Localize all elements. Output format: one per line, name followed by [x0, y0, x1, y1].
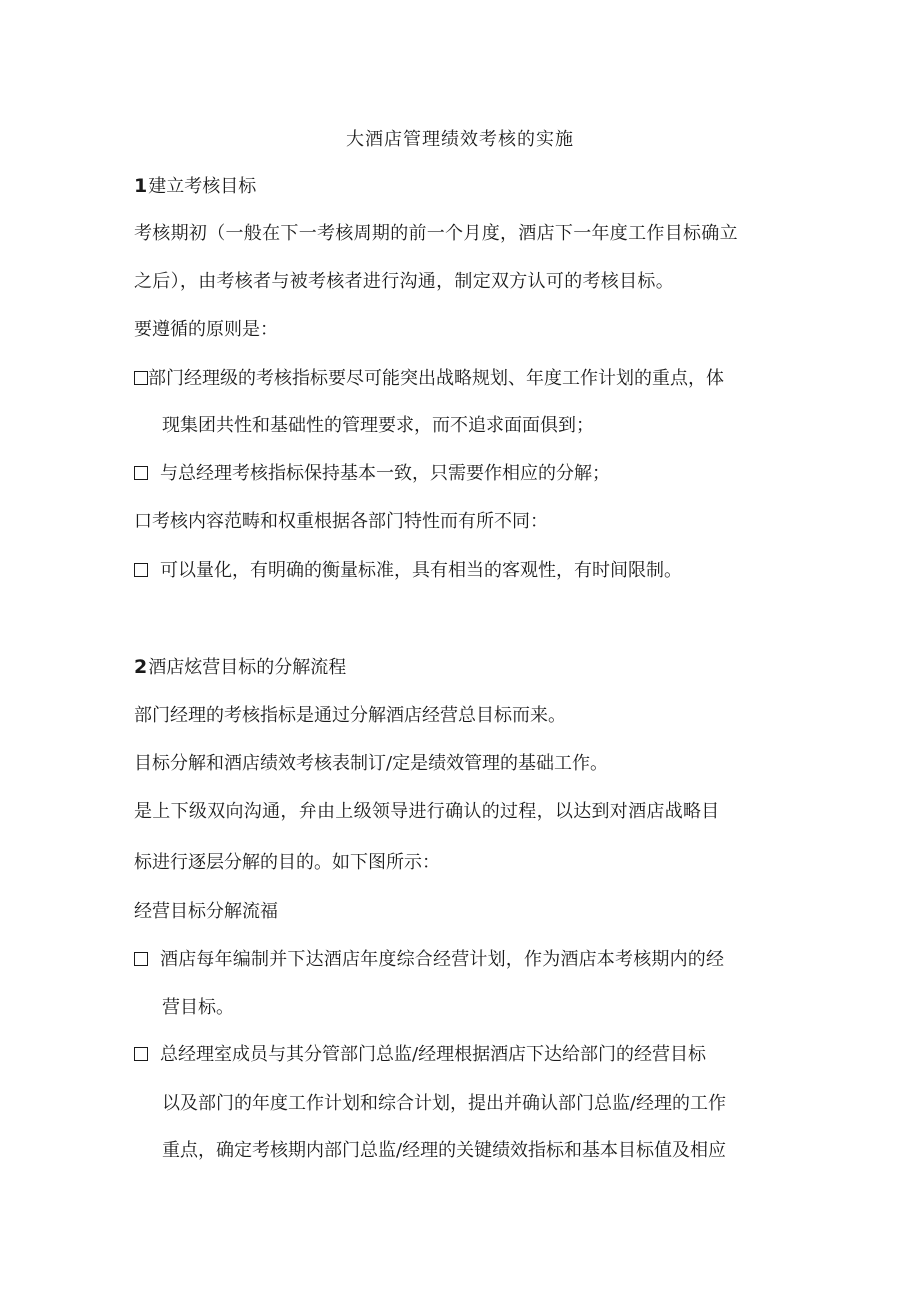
- flow-item-2-line1: 总经理室成员与其分管部门总监/经理根据酒店下达给部门的经营目标: [160, 1044, 707, 1065]
- checkbox-square-icon: [134, 371, 148, 385]
- principle-item-4-text: 可以量化，有明确的衡量标准，具有相当的客观性，有时间限制。: [160, 560, 682, 581]
- checkbox-square-icon: [134, 952, 148, 966]
- section2-heading-text: 酒店炫营目标的分解流程: [148, 657, 347, 678]
- principle-item-3-marker: 口: [134, 511, 152, 532]
- section1-heading: [134, 174, 256, 199]
- principle-item-2-text: 与总经理考核指标保持基本一致，只需要作相应的分解；: [160, 463, 610, 484]
- section1-paragraph-line2: 之后），由考核者与被考核者进行沟通，制定双方认可的考核目标。: [134, 271, 674, 292]
- principle-item-3: [134, 510, 548, 534]
- flow-item-2-line3: 重点，确定考核期内部门总监/经理的关键绩效指标和基本目标值及相应: [162, 1140, 727, 1161]
- section1-paragraph-line1: 考核期初（一般在下一考核周期的前一个月度，酒店下一年度工作目标确立: [134, 223, 738, 244]
- section2-paragraph-3-line2: 标进行逐层分解的目的。如下图所示：: [134, 852, 440, 873]
- section2-heading: [134, 655, 346, 680]
- checkbox-square-icon: [134, 1047, 148, 1061]
- principle-item-1-line2: 现集团共性和基础性的管理要求，而不追求面面俱到；: [162, 415, 594, 436]
- checkbox-square-icon: [134, 563, 148, 577]
- section2-paragraph-1: 部门经理的考核指标是通过分解酒店经营总目标而来。: [134, 705, 566, 726]
- document-title: 大酒店管理绩效考核的实施: [346, 129, 574, 150]
- flow-title: 经营目标分解流福: [134, 901, 278, 922]
- flow-item-2: [134, 1043, 706, 1067]
- section1-heading-text: 建立考核目标: [148, 176, 257, 197]
- flow-item-1-line2: 营目标。: [162, 997, 234, 1018]
- checkbox-square-icon: [134, 466, 148, 480]
- principle-item-2: [134, 462, 610, 486]
- section2-paragraph-2: 目标分解和酒店绩效考核表制订/定是绩效管理的基础工作。: [134, 753, 609, 774]
- flow-item-1-line1: 酒店每年编制并下达酒店年度综合经营计划，作为酒店本考核期内的经: [160, 949, 725, 970]
- principle-item-3-text: 考核内容范畴和权重根据各部门特性而有所不同：: [152, 511, 548, 532]
- principle-item-1-line1: 部门经理级的考核指标要尽可能突出战略规划、年度工作计划的重点，体: [148, 368, 724, 389]
- principle-item-4: [134, 559, 682, 583]
- flow-item-2-line2: 以及部门的年度工作计划和综合计划，提出并确认部门总监/经理的工作: [162, 1093, 727, 1114]
- section2-number: 2: [134, 656, 148, 678]
- flow-item-1: [134, 948, 724, 972]
- section2-paragraph-3-line1: 是上下级双向沟通，弁由上级领导进行确认的过程，以达到对酒店战略目: [134, 801, 720, 822]
- principles-intro: 要遵循的原则是：: [134, 319, 278, 340]
- principle-item-1: [134, 367, 724, 391]
- section1-number: 1: [134, 175, 148, 197]
